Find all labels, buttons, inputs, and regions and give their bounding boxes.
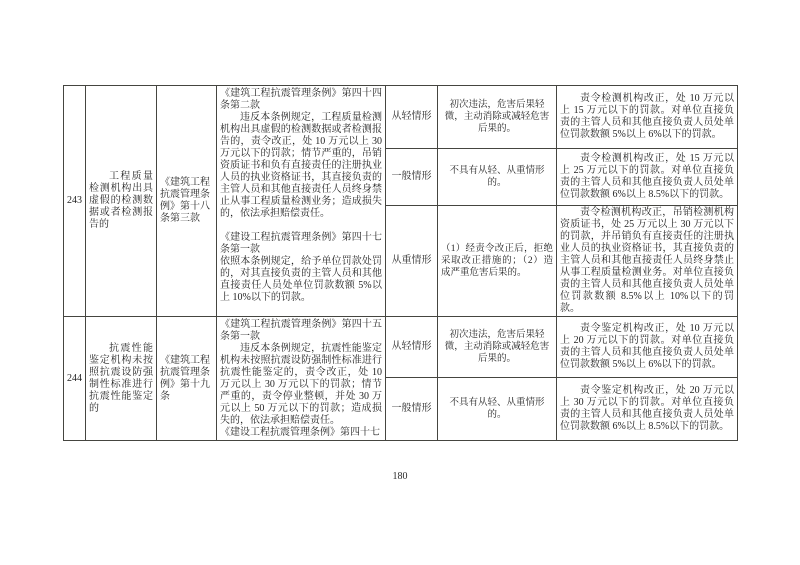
- tier-level-cell: [386, 149, 438, 206]
- legal-text-cell: [217, 86, 386, 317]
- legal-citation: 《建筑工程抗震管理条例》第四十五条第一款: [220, 319, 382, 342]
- legal-basis-cell: [157, 86, 217, 317]
- legal-citation: 《建筑工程抗震管理条例》第四十四条第二款: [220, 88, 382, 111]
- penalty-cell: [557, 317, 738, 378]
- tier-level: 一般情形: [391, 171, 432, 182]
- penalty-text: 责令鉴定机构改正，处 20 万元以上 30 万元以下的罚款。对单位直接负责的主管人员和其他直接负责人员处单位罚款数额 6%以上 8.5%以下的罚款。: [560, 385, 734, 433]
- table-row: [64, 86, 738, 149]
- tier-condition-cell: [438, 317, 557, 378]
- page-number: 180: [392, 471, 408, 482]
- tier-level-cell: [386, 206, 438, 317]
- legal-text-cell: [217, 317, 386, 441]
- row-number: 243: [64, 86, 86, 317]
- tier-condition: （1）经责令改正后，拒绝采取改正措施的；（2）造成严重危害后果的。: [441, 244, 553, 278]
- legal-basis-text: 《建筑工程抗震管理条例》第十八条第三款: [160, 177, 210, 224]
- legal-basis-cell: [157, 317, 217, 441]
- tier-level: 从轻情形: [391, 341, 432, 353]
- violation-cell: [86, 86, 157, 317]
- legal-body: 依照本条例规定，给予单位罚款处罚的，对其直接负责的主管人员和其他直接责任人员处单位罚款数额 5%以上 10%以下的罚款。: [220, 256, 382, 303]
- paragraph-spacer: [220, 220, 382, 232]
- tier-condition: 不具有从轻、从重情形的。: [449, 398, 545, 421]
- violation-text: 抗震性能鉴定机构未按照抗震设防强制性标准进行抗震性能鉴定的: [89, 342, 153, 414]
- penalty-standards-table: [63, 85, 738, 441]
- penalty-cell: [557, 206, 738, 317]
- row-number: 244: [64, 317, 86, 441]
- penalty-text: 责令检测机构改正，处 15 万元以上 25 万元以下的罚款。对单位直接负责的主管人员和其他直接负责人员处单位罚款数额 6%以上 8.5%以下的罚款。: [560, 153, 734, 200]
- tier-level: 一般情形: [391, 403, 432, 415]
- tier-condition: 初次违法，危害后果轻微，主动消除或减轻危害后果的。: [444, 100, 550, 134]
- tier-condition: 初次违法，危害后果轻微，主动消除或减轻危害后果的。: [444, 330, 550, 365]
- penalty-cell: [557, 378, 738, 441]
- penalty-text: 责令检测机构改正，吊销检测机构资质证书，处 25 万元以上 30 万元以下的罚款，并吊销负有直接责任的注册执业人员的执业资格证书，其直接负责的主管人员和其他直接责任人员终身禁止从事工程质量检测业务。对单位直接负责的主管人员和其他直接负责人员处单位罚款数额 8.5%以上 10%以下的罚款。: [560, 207, 734, 314]
- tier-condition-cell: [438, 149, 557, 206]
- penalty-text: 责令鉴定机构改正，处 10 万元以上 20 万元以下的罚款。对单位直接负责的主管人员和其他直接负责人员处单位罚款数额 5%以上 6%以下的罚款。: [560, 323, 734, 371]
- tier-level: 从轻情形: [391, 111, 432, 122]
- violation-text: 工程质量检测机构出具虚假的检测数据或者检测报告的: [89, 171, 153, 230]
- legal-citation: 《建设工程抗震管理条例》第四十七: [220, 427, 380, 438]
- table-row: [64, 317, 738, 378]
- tier-level-cell: [386, 378, 438, 441]
- legal-citation: 《建设工程抗震管理条例》第四十七条第一款: [220, 232, 382, 255]
- tier-level: 从重情形: [391, 255, 432, 266]
- legal-body: 违反本条例规定，抗震性能鉴定机构未按照抗震设防强制性标准进行抗震性能鉴定的，责令改正，处 10 万元以上 30 万元以下的罚款；情节严重的，责令停业整顿，并处 30 万元以上 50 万元以下的罚款；造成损失的，依法承担赔偿责任。: [220, 343, 382, 426]
- legal-basis-text: 《建筑工程抗震管理条例》第十九条: [160, 354, 210, 402]
- tier-level-cell: [386, 86, 438, 149]
- penalty-cell: [557, 86, 738, 149]
- tier-condition-cell: [438, 86, 557, 149]
- penalty-text: 责令检测机构改正，处 10 万元以上 15 万元以下的罚款。对单位直接负责的主管人员和其他直接负责人员处单位罚款数额 5%以上 6%以下的罚款。: [560, 93, 734, 140]
- legal-body: 违反本条例规定，工程质量检测机构出具虚假的检测数据或者检测报告的，责令改正，处 10 万元以上 30 万元以下的罚款；情节严重的，吊销资质证书和负有直接责任的注册执业人员的执业资格证书，其直接负责的主管人员和其他直接责任人员终身禁止从事工程质量检测业务；造成损失的，依法承担赔偿责任。: [220, 112, 382, 219]
- violation-cell: [86, 317, 157, 441]
- tier-level-cell: [386, 317, 438, 378]
- penalty-cell: [557, 149, 738, 206]
- tier-condition-cell: [438, 206, 557, 317]
- tier-condition-cell: [438, 378, 557, 441]
- tier-condition: 不具有从轻、从重情形的。: [449, 166, 545, 188]
